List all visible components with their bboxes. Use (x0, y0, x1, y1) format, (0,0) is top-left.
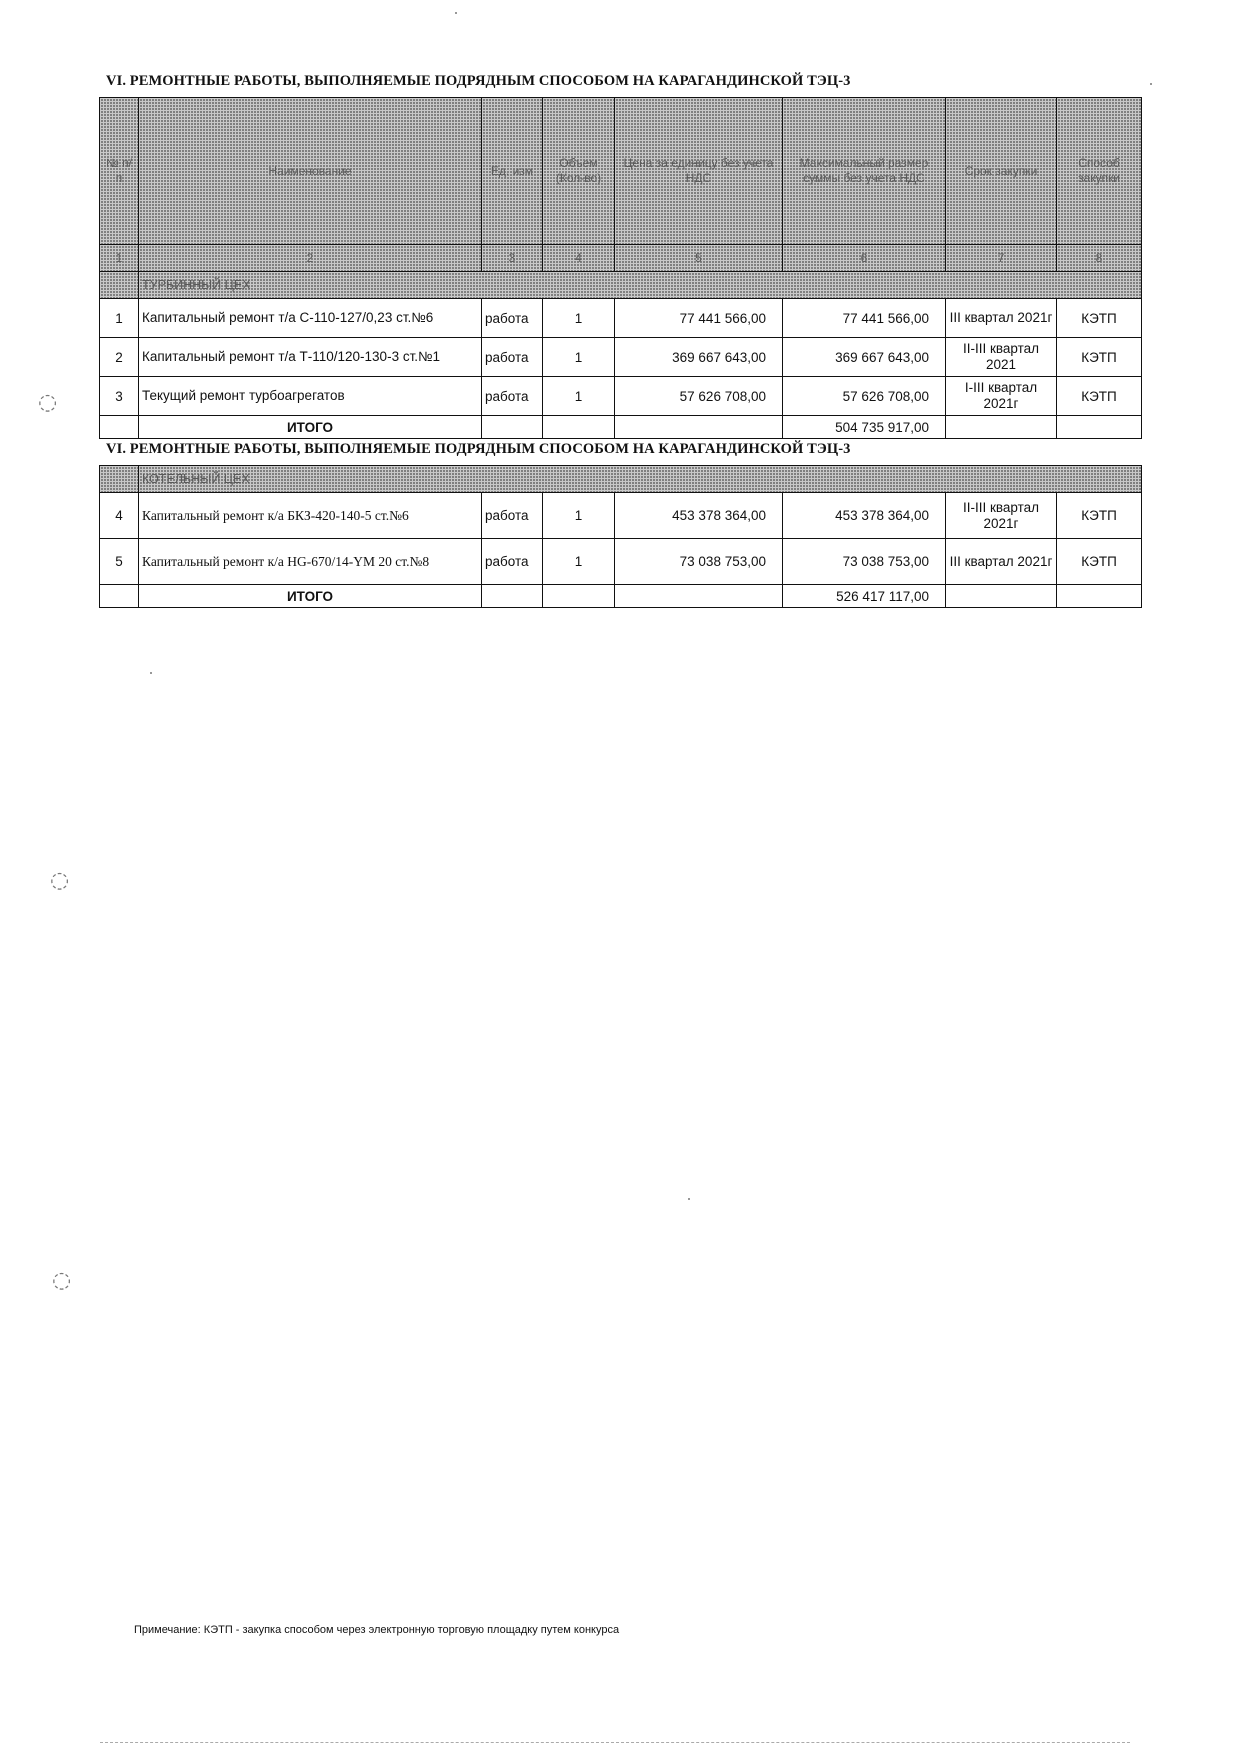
col-number: 2 (139, 245, 482, 272)
row-price: 453 378 364,00 (615, 493, 783, 539)
col-number: 3 (482, 245, 543, 272)
row-method: КЭТП (1057, 493, 1142, 539)
table-row (100, 299, 1142, 338)
repair-works-table-turbine (99, 97, 1142, 439)
row-qty: 1 (543, 493, 615, 539)
table-row (100, 539, 1142, 585)
row-method: КЭТП (1057, 338, 1142, 377)
total-label: ИТОГО (139, 585, 482, 608)
scan-hole-mark: ◌ (50, 868, 70, 893)
header-num: № п/п (100, 98, 139, 245)
row-name: Капитальный ремонт к/а БКЗ-420-140-5 ст.№6 (139, 493, 482, 539)
row-method: КЭТП (1057, 539, 1142, 585)
column-number-row (100, 245, 1142, 272)
header-volume: Объем (Кол-во) (543, 98, 615, 245)
row-term: II-III квартал 2021 (946, 338, 1057, 377)
row-price: 369 667 643,00 (615, 338, 783, 377)
total-row (100, 585, 1142, 608)
row-amount: 369 667 643,00 (783, 338, 946, 377)
total-row (100, 416, 1142, 439)
header-term: Срок закупки (946, 98, 1057, 245)
workshop-label: КОТЕЛЬНЫЙ ЦЕХ (139, 466, 1142, 493)
col-number: 6 (783, 245, 946, 272)
row-number: 2 (100, 338, 139, 377)
table-row (100, 338, 1142, 377)
row-qty: 1 (543, 299, 615, 338)
table-row (100, 493, 1142, 539)
row-name: Капитальный ремонт к/а HG-670/14-YM 20 ст.№8 (139, 539, 482, 585)
col-number: 8 (1057, 245, 1142, 272)
row-amount: 73 038 753,00 (783, 539, 946, 585)
scan-speck (150, 672, 152, 674)
row-method: КЭТП (1057, 299, 1142, 338)
col-number: 4 (543, 245, 615, 272)
row-unit: работа (482, 338, 543, 377)
row-name: Капитальный ремонт т/а Т-110/120-130-3 ст.№1 (139, 338, 482, 377)
row-term: III квартал 2021г (946, 539, 1057, 585)
table-row (100, 377, 1142, 416)
total-value: 526 417 117,00 (783, 585, 946, 608)
row-unit: работа (482, 493, 543, 539)
row-term: III квартал 2021г (946, 299, 1057, 338)
repair-works-table-boiler (99, 465, 1142, 608)
row-name: Капитальный ремонт т/а С-110-127/0,23 ст.№6 (139, 299, 482, 338)
row-amount: 453 378 364,00 (783, 493, 946, 539)
total-value: 504 735 917,00 (783, 416, 946, 439)
col-number: 1 (100, 245, 139, 272)
scan-speck (455, 12, 457, 14)
row-price: 57 626 708,00 (615, 377, 783, 416)
row-number: 5 (100, 539, 139, 585)
row-name: Текущий ремонт турбоагрегатов (139, 377, 482, 416)
workshop-row (100, 272, 1142, 299)
row-amount: 77 441 566,00 (783, 299, 946, 338)
row-term: I-III квартал 2021г (946, 377, 1057, 416)
scan-speck (688, 1198, 690, 1200)
row-qty: 1 (543, 539, 615, 585)
row-price: 73 038 753,00 (615, 539, 783, 585)
header-name: Наименование (139, 98, 482, 245)
header-max-amount: Максимальный размер суммы без учета НДС (783, 98, 946, 245)
workshop-label: ТУРБИННЫЙ ЦЕХ (139, 272, 1142, 299)
section-1-title: VI. РЕМОНТНЫЕ РАБОТЫ, ВЫПОЛНЯЕМЫЕ ПОДРЯДНЫМ СПОСОБОМ НА КАРАГАНДИНСКОЙ ТЭЦ-3 (106, 73, 851, 89)
row-amount: 57 626 708,00 (783, 377, 946, 416)
col-number: 7 (946, 245, 1057, 272)
row-price: 77 441 566,00 (615, 299, 783, 338)
row-number: 3 (100, 377, 139, 416)
row-method: КЭТП (1057, 377, 1142, 416)
row-term: II-III квартал 2021г (946, 493, 1057, 539)
row-number: 1 (100, 299, 139, 338)
table-header-row (100, 98, 1142, 245)
row-unit: работа (482, 539, 543, 585)
col-number: 5 (615, 245, 783, 272)
row-unit: работа (482, 377, 543, 416)
header-price: Цена за единицу без учета НДС (615, 98, 783, 245)
scan-hole-mark: ◌ (38, 390, 58, 415)
workshop-row (100, 466, 1142, 493)
section-2-title: VI. РЕМОНТНЫЕ РАБОТЫ, ВЫПОЛНЯЕМЫЕ ПОДРЯДНЫМ СПОСОБОМ НА КАРАГАНДИНСКОЙ ТЭЦ-3 (106, 441, 851, 457)
row-qty: 1 (543, 338, 615, 377)
row-number: 4 (100, 493, 139, 539)
scan-hole-mark: ◌ (52, 1268, 72, 1293)
total-label: ИТОГО (139, 416, 482, 439)
row-unit: работа (482, 299, 543, 338)
header-unit: Ед. изм (482, 98, 543, 245)
scan-bottom-edge (100, 1742, 1130, 1744)
footnote: Примечание: КЭТП - закупка способом через электронную торговую площадку путем конкурса (134, 1624, 620, 1636)
row-qty: 1 (543, 377, 615, 416)
scan-speck (1150, 83, 1152, 85)
header-method: Способ закупки (1057, 98, 1142, 245)
